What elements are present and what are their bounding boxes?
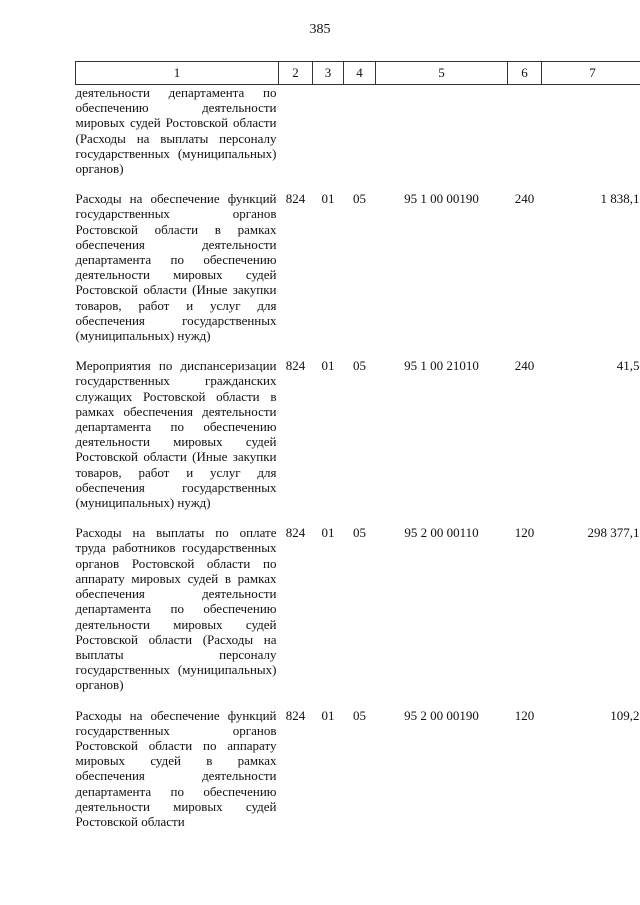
expense-type-code: 240: [514, 358, 535, 374]
section-code: 01: [321, 525, 335, 541]
expense-type-code: 120: [514, 707, 535, 723]
amount: 298 377,1: [587, 525, 640, 541]
column-header: 7: [542, 62, 640, 85]
table-row: [76, 85, 640, 177]
target-code: 95 2 00 00110: [404, 525, 479, 541]
table-row: [76, 191, 640, 343]
row-description: Расходы на обеспечение функций государственных органов Ростовской области по аппарату мировых судей в рамках обеспечения деятельности департамента по обеспечению деятельности мировых судей Ростовской области: [75, 707, 277, 829]
ministry-code: 824: [285, 358, 306, 374]
target-code: 95 2 00 00190: [404, 707, 479, 723]
continuation-description: деятельности департамента по обеспечению деятельности мировых судей Ростовской области (Расходы на выплаты персоналу государственных (муниципальных) органов): [75, 85, 277, 177]
column-header: 6: [508, 62, 542, 85]
amount: 1 838,1: [600, 191, 640, 207]
column-header: 5: [376, 62, 508, 85]
row-description: Расходы на обеспечение функций государственных органов Ростовской области в рамках обеспечения деятельности департамента по обеспечению деятельности мировых судей Ростовской области (Иные закупки товаров, работ и услуг для обеспечения государственных (муниципальных) нужд): [75, 191, 277, 344]
column-header: 4: [344, 62, 376, 85]
row-description: Расходы на выплаты по оплате труда работников государственных органов Ростовской области по аппарату мировых судей в рамках обеспечения деятельности департамента по обеспечению деятельности мировых судей Ростовской области (Расходы на выплаты персоналу государственных (муниципальных) органов): [75, 525, 277, 693]
column-header: 3: [313, 62, 344, 85]
section-code: 01: [321, 191, 335, 207]
column-header: 2: [279, 62, 313, 85]
table-row: [76, 358, 640, 510]
amount: 41,5: [616, 358, 640, 374]
amount: 109,2: [610, 707, 640, 723]
subsection-code: 05: [353, 191, 366, 207]
ministry-code: 824: [285, 191, 306, 207]
ministry-code: 824: [285, 707, 306, 723]
section-code: 01: [321, 358, 335, 374]
row-description: Мероприятия по диспансеризации государственных гражданских служащих Ростовской области в рамках обеспечения деятельности департамента по обеспечению деятельности мировых судей Ростовской области (Иные закупки товаров, работ и услуг для обеспечения государственных (муниципальных) нужд): [75, 358, 277, 511]
page-number: 385: [309, 22, 331, 37]
ministry-code: 824: [285, 525, 306, 541]
budget-table: [75, 61, 640, 829]
table-row: [76, 708, 640, 830]
target-code: 95 1 00 21010: [404, 358, 479, 374]
subsection-code: 05: [353, 707, 366, 723]
section-code: 01: [321, 707, 335, 723]
subsection-code: 05: [353, 525, 366, 541]
column-header: 1: [76, 62, 279, 85]
expense-type-code: 240: [514, 191, 535, 207]
target-code: 95 1 00 00190: [404, 191, 479, 207]
subsection-code: 05: [353, 358, 366, 374]
table-row: [76, 525, 640, 692]
expense-type-code: 120: [514, 525, 535, 541]
header-row: [76, 62, 640, 85]
